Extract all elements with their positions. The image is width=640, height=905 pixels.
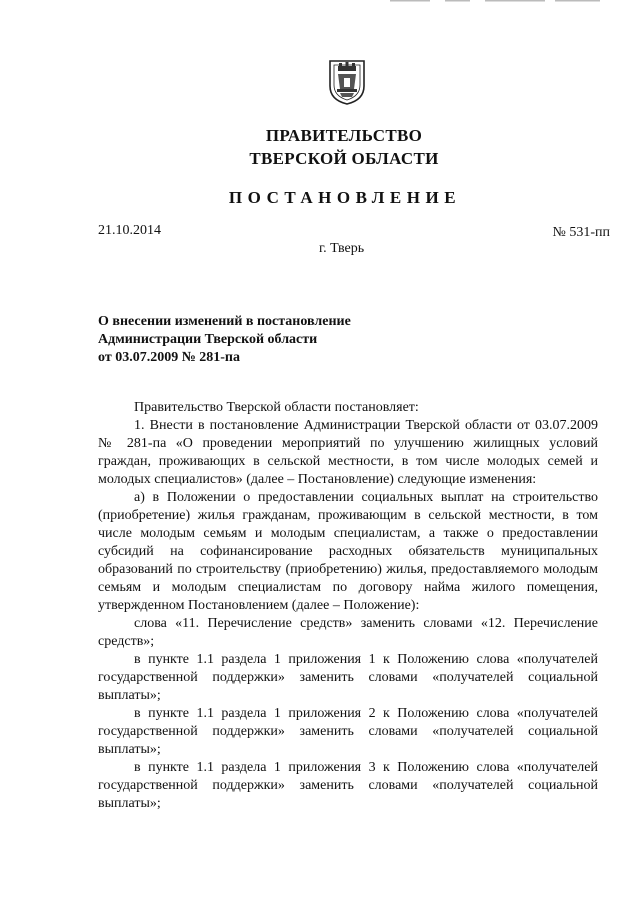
document-city: г. Тверь	[319, 241, 365, 256]
coat-of-arms-icon	[327, 58, 367, 106]
body-paragraph: а) в Положении о предоставлении социальных выплат на строительство (приобретение) жилья гражданам, проживающим в сельской местности, в том числе молодым семьям и молодым специалистам, а также о предоставлении субсидий на софинансирование расходных обязательств муниципальных образований по строительству (приобретению) жилья, предоставляемого молодым семьям и молодым специалистам по договору найма жилого помещения, утвержденном Постановлением (далее – Положение):	[98, 490, 598, 613]
subject-line: Администрации Тверской области	[98, 332, 318, 347]
body-paragraph: Правительство Тверской области постановляет:	[134, 400, 419, 415]
document-type: ПОСТАНОВЛЕНИЕ	[228, 188, 462, 207]
body-paragraph: слова «11. Перечисление средств» заменить словами «12. Перечисление средств»;	[98, 616, 598, 649]
subject-line: О внесении изменений в постановление	[98, 314, 351, 329]
document-subject	[98, 313, 418, 367]
body-paragraph: 1. Внести в постановление Администрации Тверской области от 03.07.2009 № 281-па «О проведении мероприятий по улучшению жилищных условий граждан, проживающих в сельской местности, в том числе молодых семей и молодых специалистов» (далее – Постановление) следующие изменения:	[98, 418, 598, 487]
document-date: 21.10.2014	[98, 223, 161, 238]
body-paragraph: в пункте 1.1 раздела 1 приложения 3 к Положению слова «получателей государственной поддержки» заменить словами «получателей социальной выплаты»;	[98, 760, 598, 811]
scan-marks	[390, 0, 620, 4]
document-number: № 531-пп	[552, 225, 610, 240]
government-name-line1: ПРАВИТЕЛЬСТВО	[265, 126, 423, 145]
body-paragraph: в пункте 1.1 раздела 1 приложения 1 к Положению слова «получателей государственной поддержки» заменить словами «получателей социальной выплаты»;	[98, 652, 598, 703]
body-paragraph: в пункте 1.1 раздела 1 приложения 2 к Положению слова «получателей государственной поддержки» заменить словами «получателей социальной выплаты»;	[98, 706, 598, 757]
government-name-line2: ТВЕРСКОЙ ОБЛАСТИ	[249, 149, 439, 168]
subject-line: от 03.07.2009 № 281-па	[98, 350, 240, 365]
document-body	[98, 399, 598, 813]
